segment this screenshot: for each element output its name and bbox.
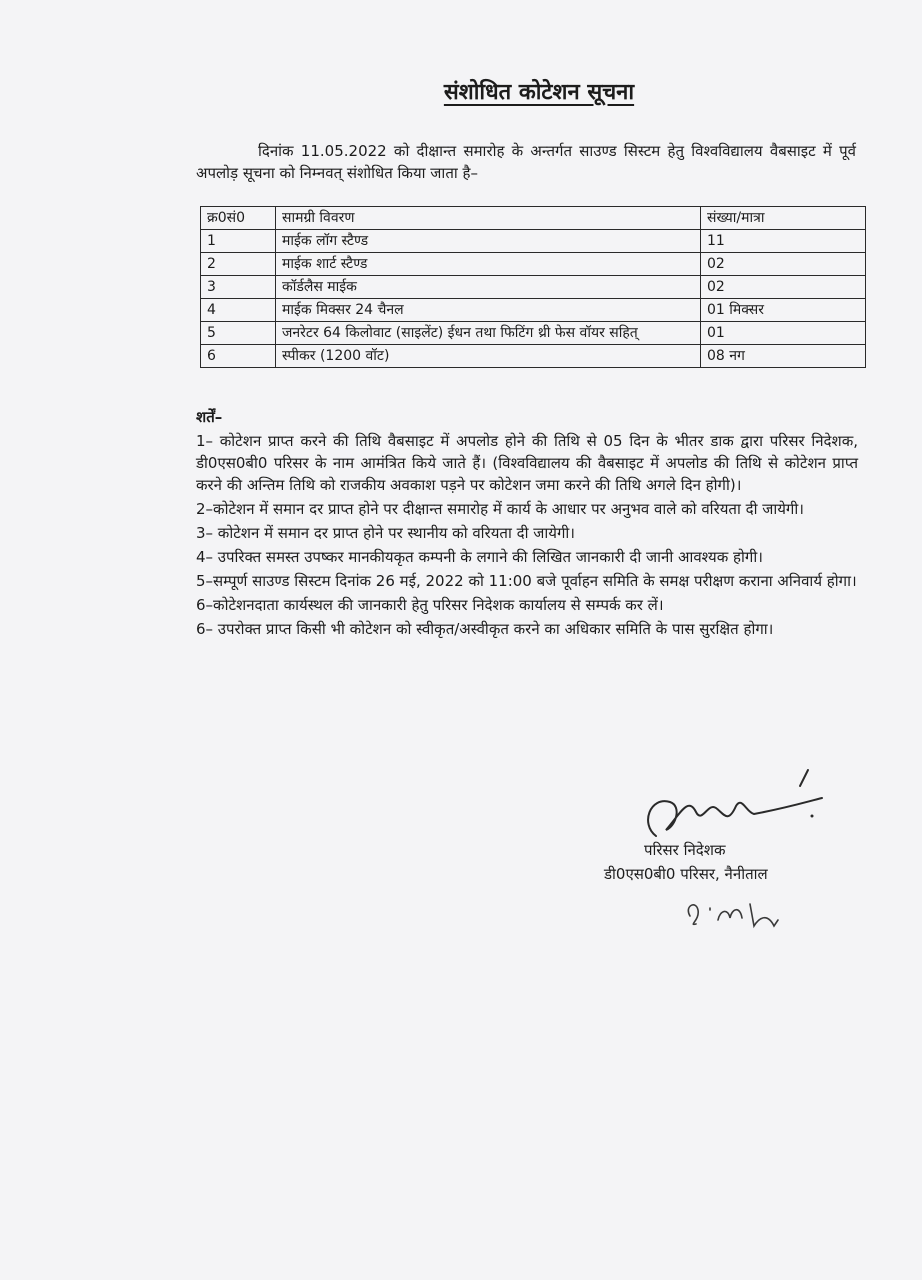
term-item: 4– उपरिक्त समस्त उपष्कर मानकीयकृत कम्पनी के लगाने की लिखित जानकारी दी जानी आवश्यक होगी।	[196, 548, 763, 566]
row-serial: 4	[201, 299, 276, 322]
signature-mark	[636, 766, 836, 846]
term-item: 1– कोटेशन प्राप्त करने की तिथि वैबसाइट में अपलोड होने की तिथि से 05 दिन के भीतर डाक द्वारा परिसर निदेशक, डी0एस0बी0 परिसर के नाम आमंत्रित किये जाते हैं। (विश्वविद्यालय की वैबसाइट में अपलोड की तिथि से कोटेशन प्राप्त करने की अन्तिम तिथि को राजकीय अवकाश पड़ने पर कोटेशन जमा करने की तिथि अगले दिन होगी)।	[196, 432, 858, 494]
term-item: 3– कोटेशन में समान दर प्राप्त होने पर स्थानीय को वरियता दी जायेगी।	[196, 524, 575, 542]
row-description: माईक शार्ट स्टैण्ड	[276, 253, 701, 276]
row-description: कॉर्डलैस माईक	[276, 276, 701, 299]
terms-section	[196, 406, 858, 642]
table-row	[201, 230, 866, 253]
initials-mark	[680, 886, 820, 936]
row-serial: 6	[201, 345, 276, 368]
row-description: स्पीकर (1200 वॉट)	[276, 345, 701, 368]
terms-heading: शर्तें–	[196, 408, 223, 426]
row-description: माईक लॉग स्टैण्ड	[276, 230, 701, 253]
row-serial: 2	[201, 253, 276, 276]
signature-designation: परिसर निदेशक	[644, 841, 726, 859]
row-description: माईक मिक्सर 24 चैनल	[276, 299, 701, 322]
table-row	[201, 322, 866, 345]
row-description: जनरेटर 64 किलोवाट (साइलेंट) ईधन तथा फिटिंग थ्री फेस वॉयर सहित्	[276, 322, 701, 345]
header-description: सामग्री विवरण	[276, 207, 701, 230]
row-quantity: 11	[701, 230, 866, 253]
row-serial: 5	[201, 322, 276, 345]
title-text: संशोधित कोटेशन सूचना	[443, 80, 635, 105]
header-serial: क्र0सं0	[201, 207, 276, 230]
row-quantity: 08 नग	[701, 345, 866, 368]
table-row	[201, 345, 866, 368]
table-row	[201, 299, 866, 322]
intro-paragraph	[196, 140, 856, 184]
row-quantity: 01	[701, 322, 866, 345]
signature-office: डी0एस0बी0 परिसर, नैनीताल	[604, 865, 768, 883]
intro-text: दिनांक 11.05.2022 को दीक्षान्त समारोह के अन्तर्गत साउण्ड सिस्टम हेतु विश्वविद्यालय वैबसाइट में पूर्व अपलोड़ सूचना को निम्नवत् संशोधित किया जाता है–	[196, 142, 856, 182]
header-quantity: संख्या/मात्रा	[701, 207, 866, 230]
table-header-row	[201, 207, 866, 230]
term-item: 2–कोटेशन में समान दर प्राप्त होने पर दीक्षान्त समारोह में कार्य के आधार पर अनुभव वाले को वरियता दी जायेगी।	[196, 500, 804, 518]
signature-block	[600, 766, 840, 936]
row-serial: 3	[201, 276, 276, 299]
row-quantity: 01 मिक्सर	[701, 299, 866, 322]
table-row	[201, 253, 866, 276]
items-table	[200, 206, 866, 368]
row-serial: 1	[201, 230, 276, 253]
page-title	[0, 76, 922, 106]
table-row	[201, 276, 866, 299]
term-item: 6–कोटेशनदाता कार्यस्थल की जानकारी हेतु परिसर निदेशक कार्यालय से सम्पर्क कर लें।	[196, 596, 664, 614]
row-quantity: 02	[701, 253, 866, 276]
term-item: 5–सम्पूर्ण साउण्ड सिस्टम दिनांक 26 मई, 2022 को 11:00 बजे पूर्वाहन समिति के समक्ष परीक्षण कराना अनिवार्य होगा।	[196, 572, 857, 590]
term-item: 6– उपरोक्त प्राप्त किसी भी कोटेशन को स्वीकृत/अस्वीकृत करने का अधिकार समिति के पास सुरक्षित होगा।	[196, 620, 774, 638]
row-quantity: 02	[701, 276, 866, 299]
